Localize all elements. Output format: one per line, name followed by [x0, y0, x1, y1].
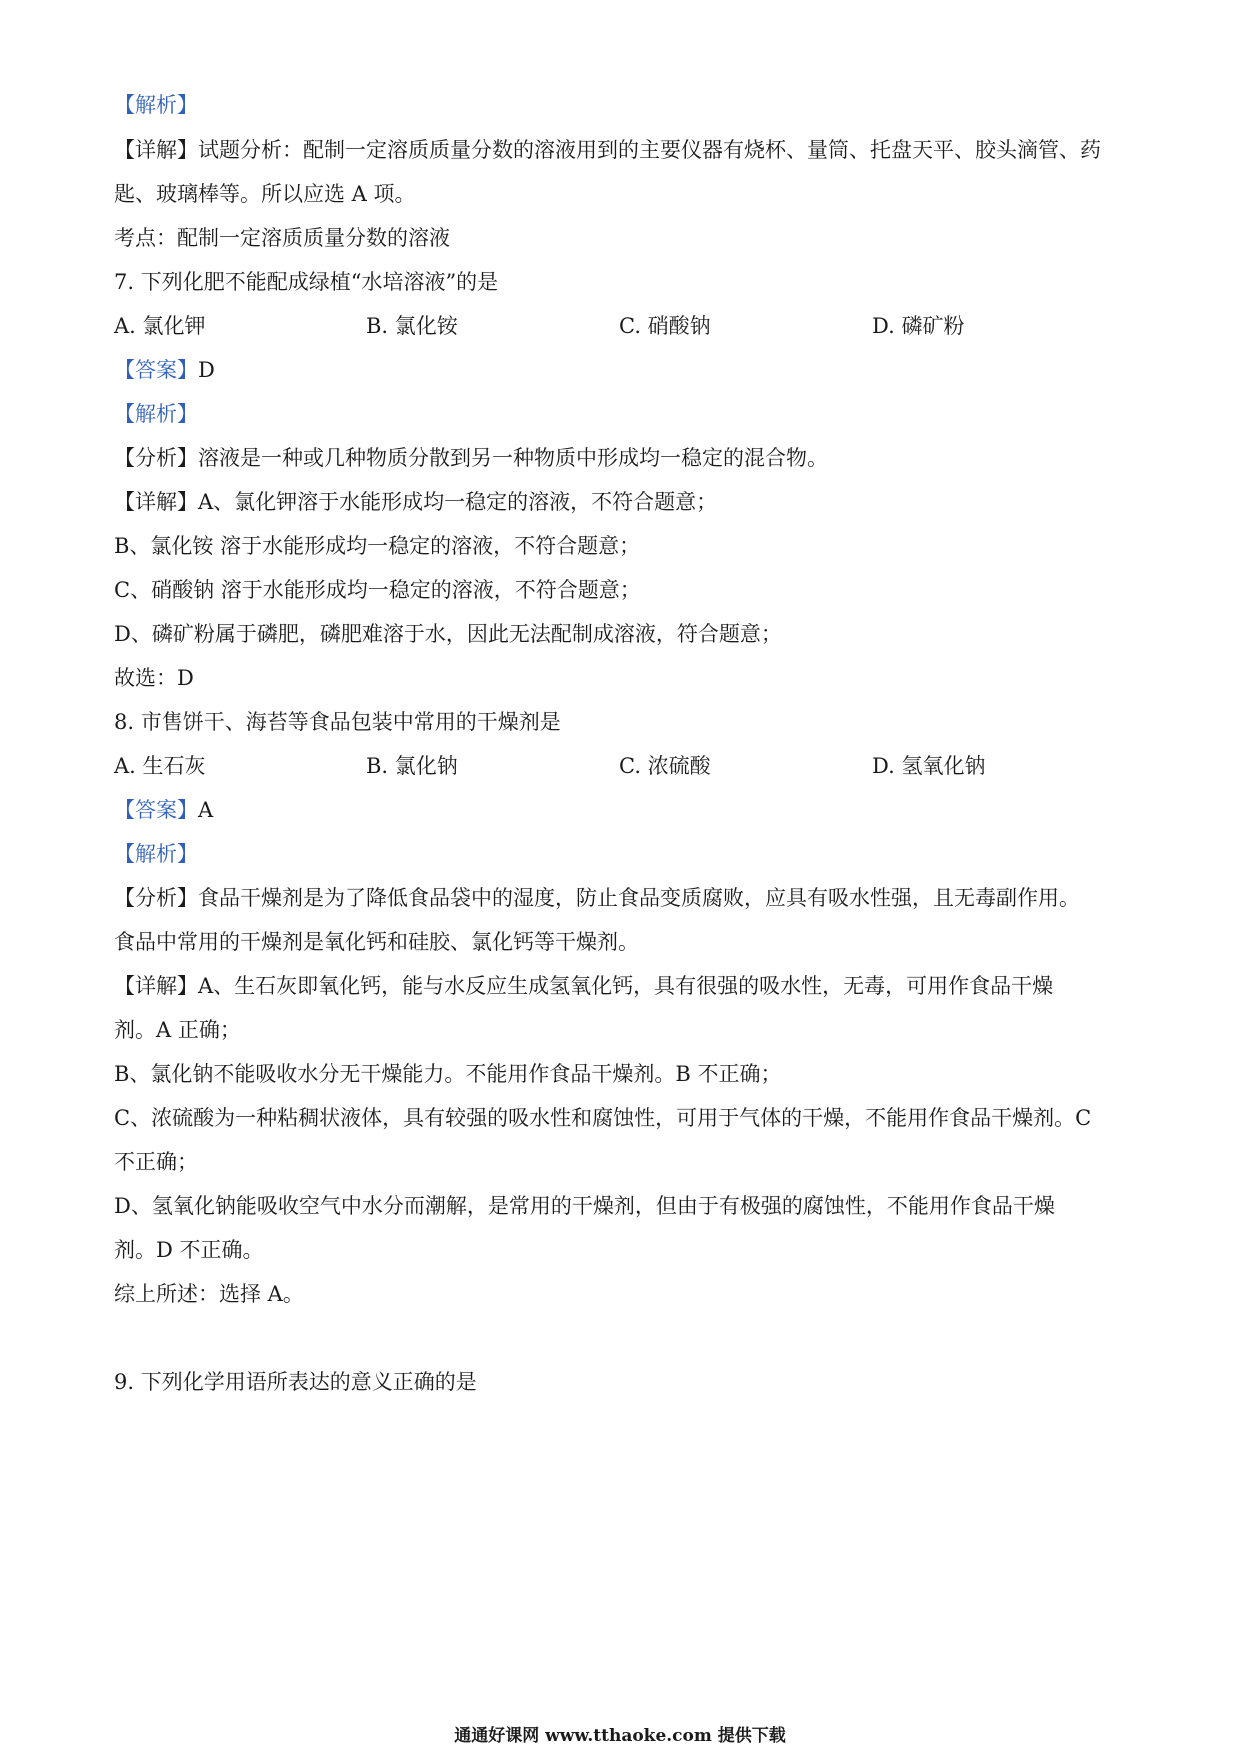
q8-jiexi-heading: 【解析】	[114, 842, 198, 866]
q7-answer-line	[114, 356, 1134, 384]
q8-detail-d-cont: 剂。D 不正确。	[114, 1238, 264, 1262]
q8-detail-c-cont: 不正确；	[114, 1150, 198, 1174]
q7-option-a: A. 氯化钾	[114, 314, 206, 338]
q7-analysis: 【分析】溶液是一种或几种物质分散到另一种物质中形成均一稳定的混合物。	[114, 446, 828, 470]
answer-tag: 【答案】	[114, 358, 198, 382]
answer-value: A	[198, 798, 214, 822]
q8-detail-a: 【详解】A、生石灰即氧化钙，能与水反应生成氢氧化钙，具有很强的吸水性，无毒，可用作食品干燥	[114, 974, 1054, 998]
q8-option-a: A. 生石灰	[114, 754, 206, 778]
q7-option-d: D. 磷矿粉	[872, 314, 965, 338]
detail-tag: 【详解】	[114, 138, 198, 162]
jiexi-heading: 【解析】	[114, 93, 198, 117]
q7-detail-b: B、氯化铵 溶于水能形成均一稳定的溶液，不符合题意；	[114, 534, 641, 558]
q7-option-c: C. 硝酸钠	[619, 314, 711, 338]
question-9-stem: 9. 下列化学用语所表达的意义正确的是	[114, 1370, 477, 1394]
q7-jiexi-heading: 【解析】	[114, 402, 198, 426]
kaodian-line: 考点：配制一定溶质质量分数的溶液	[114, 226, 450, 250]
q8-detail-c: C、浓硫酸为一种粘稠状液体，具有较强的吸水性和腐蚀性，可用于气体的干燥，不能用作食品干燥剂。C	[114, 1106, 1092, 1130]
q8-analysis-line: 【分析】食品干燥剂是为了降低食品袋中的湿度，防止食品变质腐败，应具有吸水性强，且无毒副作用。	[114, 886, 1080, 910]
q7-detail-c: C、硝酸钠 溶于水能形成均一稳定的溶液，不符合题意；	[114, 578, 641, 602]
q7-conclusion: 故选：D	[114, 666, 194, 690]
answer-value: D	[198, 358, 215, 382]
page-footer: 通通好课网 www.tthaoke.com 提供下载	[454, 1726, 786, 1746]
q8-detail-a-cont: 剂。A 正确；	[114, 1018, 241, 1042]
q8-answer-line	[114, 796, 1134, 824]
detail-paragraph-line	[114, 136, 1134, 164]
q8-option-c: C. 浓硫酸	[619, 754, 711, 778]
q7-detail-d: D、磷矿粉属于磷肥，磷肥难溶于水，因此无法配制成溶液，符合题意；	[114, 622, 782, 646]
q8-option-d: D. 氢氧化钠	[872, 754, 986, 778]
detail-paragraph-line: 匙、玻璃棒等。所以应选 A 项。	[114, 182, 416, 206]
q7-detail-a: 【详解】A、氯化钾溶于水能形成均一稳定的溶液，不符合题意；	[114, 490, 718, 514]
question-7-stem: 7. 下列化肥不能配成绿植“水培溶液”的是	[114, 270, 499, 294]
q7-option-b: B. 氯化铵	[366, 314, 458, 338]
q8-analysis-line: 食品中常用的干燥剂是氧化钙和硅胶、氯化钙等干燥剂。	[114, 930, 639, 954]
question-8-stem: 8. 市售饼干、海苔等食品包装中常用的干燥剂是	[114, 710, 561, 734]
q8-summary: 综上所述：选择 A。	[114, 1282, 304, 1306]
answer-tag: 【答案】	[114, 798, 198, 822]
detail-text: 试题分析：配制一定溶质质量分数的溶液用到的主要仪器有烧杯、量筒、托盘天平、胶头滴管、药	[198, 138, 1101, 162]
q8-detail-d: D、氢氧化钠能吸收空气中水分而潮解，是常用的干燥剂，但由于有极强的腐蚀性，不能用作食品干燥	[114, 1194, 1055, 1218]
q8-detail-b: B、氯化钠不能吸收水分无干燥能力。不能用作食品干燥剂。B 不正确；	[114, 1062, 782, 1086]
q8-option-b: B. 氯化钠	[366, 754, 458, 778]
